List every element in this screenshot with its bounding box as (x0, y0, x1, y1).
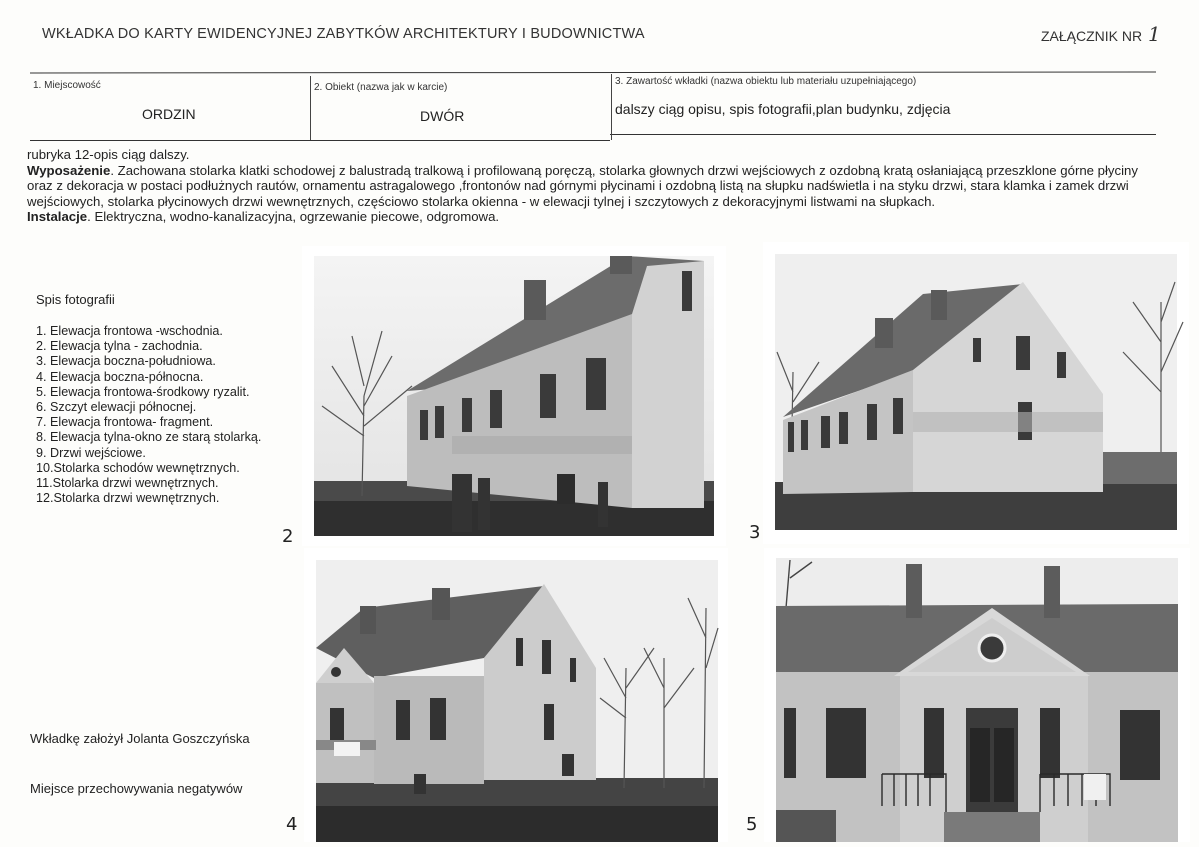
photo-4-frame (286, 548, 728, 842)
photo-2-image (302, 246, 726, 546)
contents-label: 3. Zawartość wkładki (nazwa obiektu lub materiału uzupełniającego) (615, 76, 917, 87)
installations-text: . Elektryczna, wodno-kanalizacyjna, ogrzewanie piecowe, odgromowa. (87, 209, 500, 225)
photo-list-item: 12.Stolarka drzwi wewnętrznych. (36, 491, 220, 506)
photo-list-item: 4. Elewacja boczna-północna. (36, 369, 204, 384)
contents-value: dalszy ciąg opisu, spis fotografii,plan budynku, zdjęcia (615, 101, 951, 117)
equipment-text: . Zachowana stolarka klatki schodowej z balustradą tralkową i profilowaną poręczą, stolarka głownych drzwi wejściowych z ozdobną kratą osłaniającą przeszklone górne płyciny oraz z dekoracja w postaci podłużnych rautów, ornamentu astragalowego ,frontonów nad górnymi płycinami i ozdobną listą na słupku nadświetla i na styku drzwi, stara klamka i zamek drzwi wejściowych, stolarka płycinowych drzwi wewnętrznych, częściowo stolarka okienna - w elewacji tylnej i szczytowych z dekoracyjnymi listwami na słupkach. (27, 162, 1138, 209)
photo-list-item: 9. Drzwi wejściowe. (36, 445, 146, 460)
photo-list-item: 5. Elewacja frontowa-środkowy ryzalit. (36, 384, 250, 399)
photo-list-item: 11.Stolarka drzwi wewnętrznych. (36, 476, 219, 491)
photo-list-item: 8. Elewacja tylna-okno ze starą stolarką. (36, 430, 262, 445)
photo-2-frame (282, 246, 726, 547)
table-bottom-border-right (610, 134, 1156, 135)
photo-2-number: 2 (282, 526, 294, 547)
table-top-border (30, 72, 1156, 74)
annex-number: 1 (1148, 22, 1161, 46)
photo-3-number: 3 (749, 522, 761, 543)
photo-3-frame (749, 242, 1189, 544)
table-divider-1 (310, 76, 311, 140)
photo-list-item: 10.Stolarka schodów wewnętrznych. (36, 460, 240, 475)
object-value: DWÓR (420, 108, 465, 124)
installations-paragraph (27, 209, 1157, 225)
locality-label: 1. Miejscowość (33, 80, 101, 91)
photo-list-item: 3. Elewacja boczna-południowa. (36, 354, 216, 369)
document-title: WKŁADKA DO KARTY EWIDENCYJNEJ ZABYTKÓW ARCHITEKTURY I BUDOWNICTWA (42, 26, 645, 42)
object-label: 2. Obiekt (nazwa jak w karcie) (314, 82, 448, 93)
photo-4-image (304, 548, 728, 842)
photo-5-number: 5 (746, 814, 758, 835)
created-by: Wkładkę założył Jolanta Goszczyńska (30, 731, 250, 746)
equipment-paragraph (27, 163, 1157, 210)
photo-4-number: 4 (286, 814, 298, 835)
locality-value: ORDZIN (142, 106, 196, 122)
annex-label (1041, 22, 1161, 46)
photo-list-title: Spis fotografii (36, 292, 115, 307)
photo-list-item: 6. Szczyt elewacji północnej. (36, 400, 197, 415)
table-bottom-border-left (30, 140, 610, 141)
photo-5-image (764, 548, 1190, 842)
installations-heading: Instalacje (27, 209, 88, 225)
annex-label-text: ZAŁĄCZNIK NR (1041, 28, 1143, 44)
photo-list-item: 7. Elewacja frontowa- fragment. (36, 415, 214, 430)
photo-5-frame (746, 548, 1190, 842)
photo-list (36, 324, 261, 506)
negatives-location: Miejsce przechowywania negatywów (30, 781, 243, 796)
description-intro: rubryka 12-opis ciąg dalszy. (27, 147, 190, 162)
description-body (27, 147, 1157, 225)
photo-list-item: 2. Elewacja tylna - zachodnia. (36, 339, 203, 354)
equipment-heading: Wyposażenie (27, 162, 111, 178)
photo-3-image (763, 242, 1189, 544)
photo-list-item: 1. Elewacja frontowa -wschodnia. (36, 324, 223, 338)
table-divider-2 (611, 74, 612, 140)
